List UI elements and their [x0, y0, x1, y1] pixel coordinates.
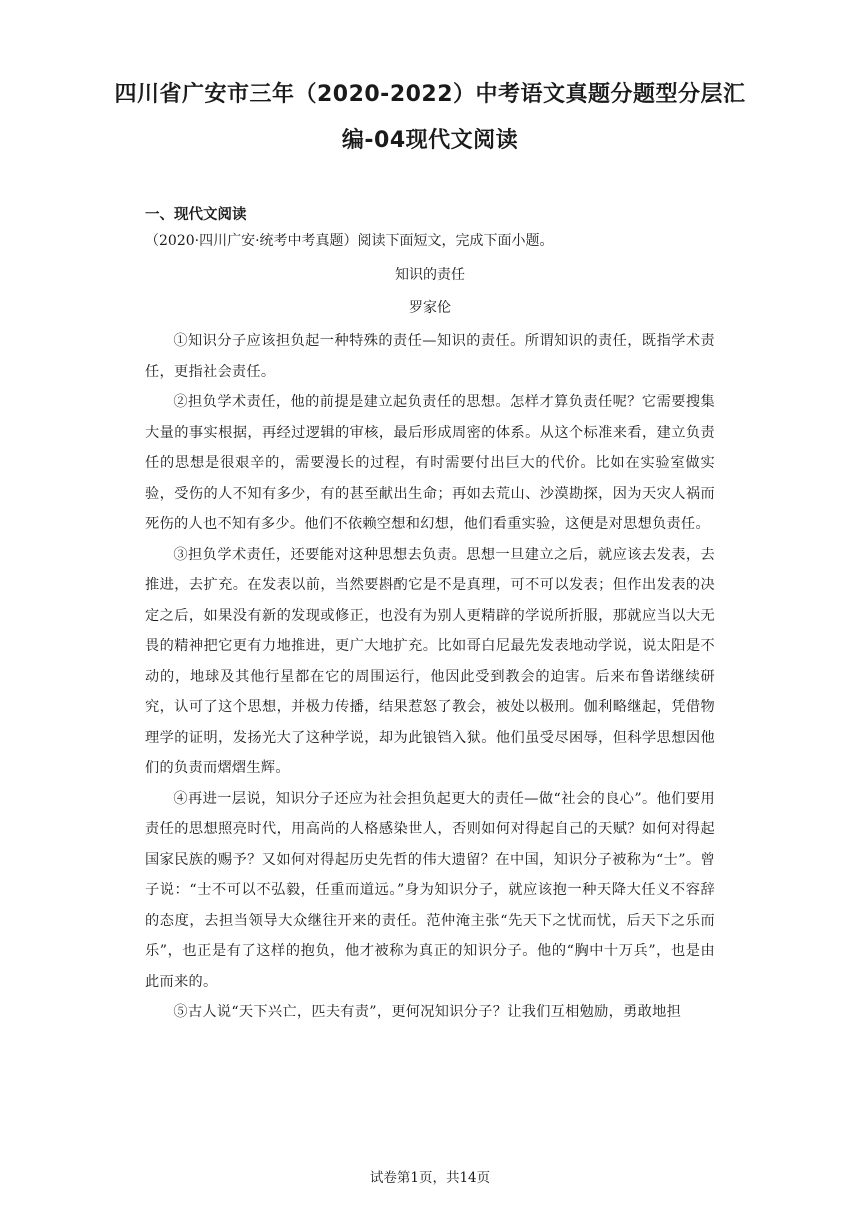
article-body [145, 326, 715, 1028]
paragraph-5: ⑤古人说“天下兴亡，匹夫有责”，更何况知识分子？让我们互相勉励，勇敢地担 [173, 1004, 682, 1020]
article-author: 罗家伦 [409, 300, 451, 316]
paragraph-3: ③担负学术责任，还要能对这种思想去负责。思想一旦建立之后，就应该去发表，去推进，去扩充。在发表以前，当然要斟酌它是不是真理，可不可以发表；但作出发表的决定之后，如果没有新的发现或修正，也没有为别人更精辟的学说所折服，那就应当以大无畏的精神把它更有力地推进，更广大地扩充。比如哥白尼最先发表地动学说，说太阳是不动的，地球及其他行星都在它的周围运行，他因此受到教会的迫害。后来布鲁诺继续研究，认可了这个思想，并极力传播，结果惹怒了教会，被处以极刑。伽利略继起，凭借物理学的证明，发扬光大了这种学说，却为此锒铛入狱。他们虽受尽困辱，但科学思想因他们的负责而熠熠生辉。 [145, 546, 715, 776]
article-title: 知识的责任 [395, 267, 465, 283]
page-footer: 试卷第1页，共14页 [369, 1170, 491, 1186]
paragraph-1: ①知识分子应该担负起一种特殊的责任—知识的责任。所谓知识的责任，既指学术责任，更指社会责任。 [145, 333, 715, 380]
document-title: 四川省广安市三年（2020-2022）中考语文真题分题型分层汇编-04现代文阅读 [114, 82, 746, 153]
section-heading: 一、现代文阅读 [145, 207, 247, 223]
question-source-line: （2020·四川广安·统考中考真题）阅读下面短文，完成下面小题。 [145, 233, 554, 249]
paragraph-2: ②担负学术责任，他的前提是建立起负责任的思想。怎样才算负责任呢？它需要搜集大量的事实根据，再经过逻辑的审核，最后形成周密的体系。从这个标准来看，建立负责任的思想是很艰辛的，需要漫长的过程，有时需要付出巨大的代价。比如在实验室做实验，受伤的人不知有多少，有的甚至献出生命；再如去荒山、沙漠勘探，因为天灾人祸而死伤的人也不知有多少。他们不依赖空想和幻想，他们看重实验，这便是对思想负责任。 [145, 394, 715, 532]
paragraph-4: ④再进一层说，知识分子还应为社会担负起更大的责任—做“社会的良心”。他们要用责任的思想照亮时代，用高尚的人格感染世人，否则如何对得起自己的天赋？如何对得起国家民族的赐予？又如何对得起历史先哲的伟大遗留？在中国，知识分子被称为“士”。曾子说：“士不可以不弘毅，任重而道远。”身为知识分子，就应该抱一种天降大任义不容辞的态度，去担当领导大众继往开来的责任。范仲淹主张“先天下之忧而忧，后天下之乐而乐”，也正是有了这样的抱负，他才被称为真正的知识分子。他的“胸中十万兵”，也是由此而来的。 [145, 790, 715, 990]
